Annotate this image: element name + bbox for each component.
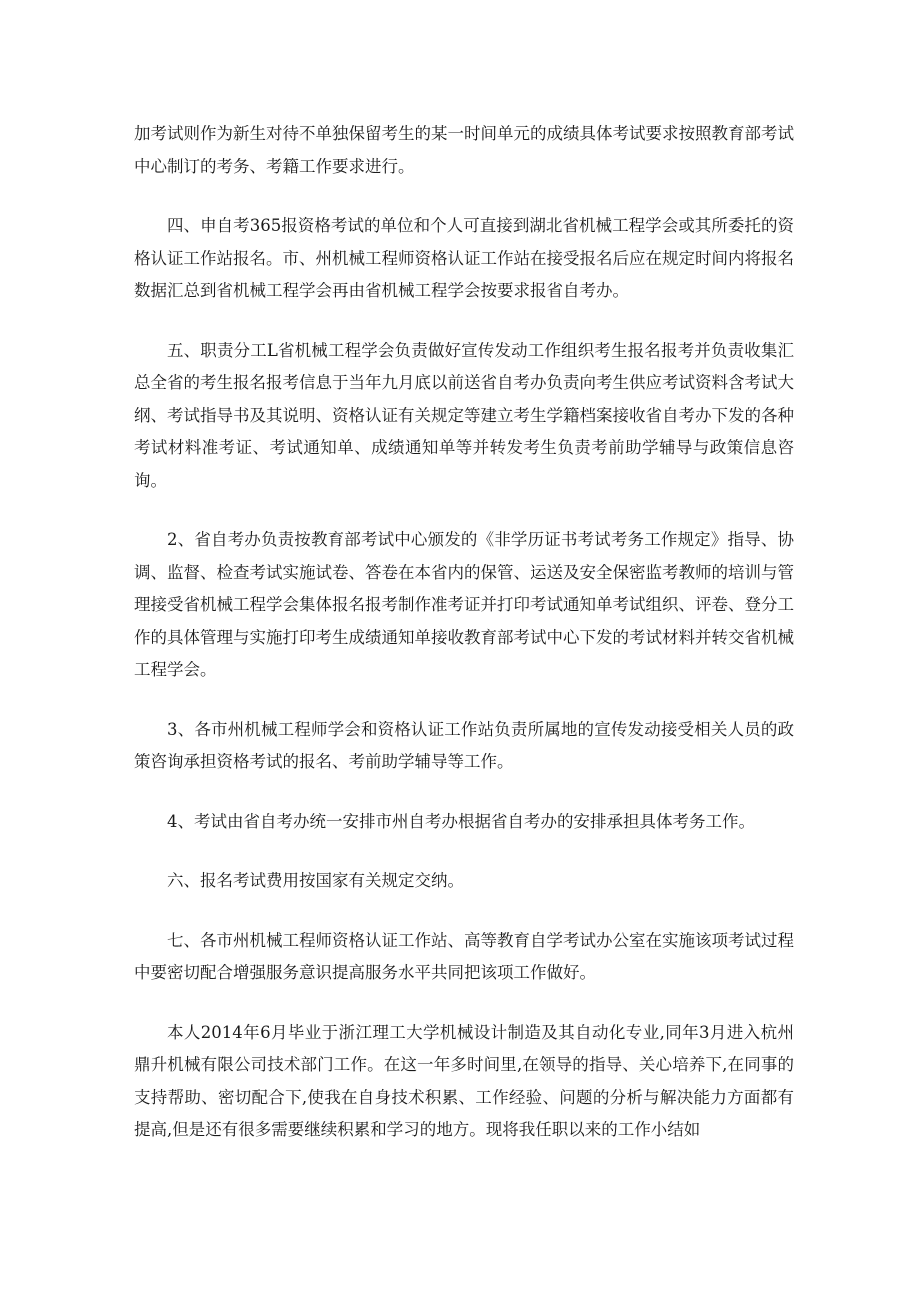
paragraph-9: 本人2014年6月毕业于浙江理工大学机械设计制造及其自动化专业,同年3月进入杭州鼎升机械有限公司技术部门工作。在这一年多时间里,在领导的指导、关心培养下,在同事的支持帮助、密切配合下,使我在自身技术积累、工作经验、问题的分析与解决能力方面都有提高,但是还有很多需要继续积累和学习的地方。现将我任职以来的工作小结如 — [134, 1022, 794, 1139]
paragraph-1: 加考试则作为新生对待不单独保留考生的某一时间单元的成绩具体考试要求按照教育部考试中心制订的考务、考籍工作要求进行。 — [134, 124, 794, 176]
document-page — [134, 118, 794, 1147]
paragraph-2: 四、申自考365报资格考试的单位和个人可直接到湖北省机械工程学会或其所委托的资格认证工作站报名。市、州机械工程师资格认证工作站在接受报名后应在规定时间内将报名数据汇总到省机械工程学会再由省机械工程学会按要求报省自考办。 — [134, 216, 794, 300]
paragraph-3: 五、职责分工L省机械工程学会负责做好宣传发动工作组织考生报名报考并负责收集汇总全省的考生报名报考信息于当年九月底以前送省自考办负责向考生供应考试资料含考试大纲、考试指导书及其说明、资格认证有关规定等建立考生学籍档案接收省自考办下发的各种考试材料准考证、考试通知单、成绩通知单等并转发考生负责考前助学辅导与政策信息咨询。 — [134, 340, 794, 490]
paragraph-7: 六、报名考试费用按国家有关规定交纳。 — [167, 871, 464, 890]
paragraph-5: 3、各市州机械工程师学会和资格认证工作站负责所属地的宣传发动接受相关人员的政策咨询承担资格考试的报名、考前助学辅导等工作。 — [134, 719, 794, 771]
paragraph-8: 七、各市州机械工程师资格认证工作站、高等教育自学考试办公室在实施该项考试过程中要密切配合增强服务意识提高服务水平共同把该项工作做好。 — [134, 930, 794, 982]
paragraph-4: 2、省自考办负责按教育部考试中心颁发的《非学历证书考试考务工作规定》指导、协调、监督、检查考试实施试卷、答卷在本省内的保管、运送及安全保密监考教师的培训与管理接受省机械工程学会集体报名报考制作准考证并打印考试通知单考试组织、评卷、登分工作的具体管理与实施打印考生成绩通知单接收教育部考试中心下发的考试材料并转交省机械工程学会。 — [134, 530, 794, 679]
paragraph-6: 4、考试由省自考办统一安排市州自考办根据省自考办的安排承担具体考务工作。 — [167, 811, 755, 831]
